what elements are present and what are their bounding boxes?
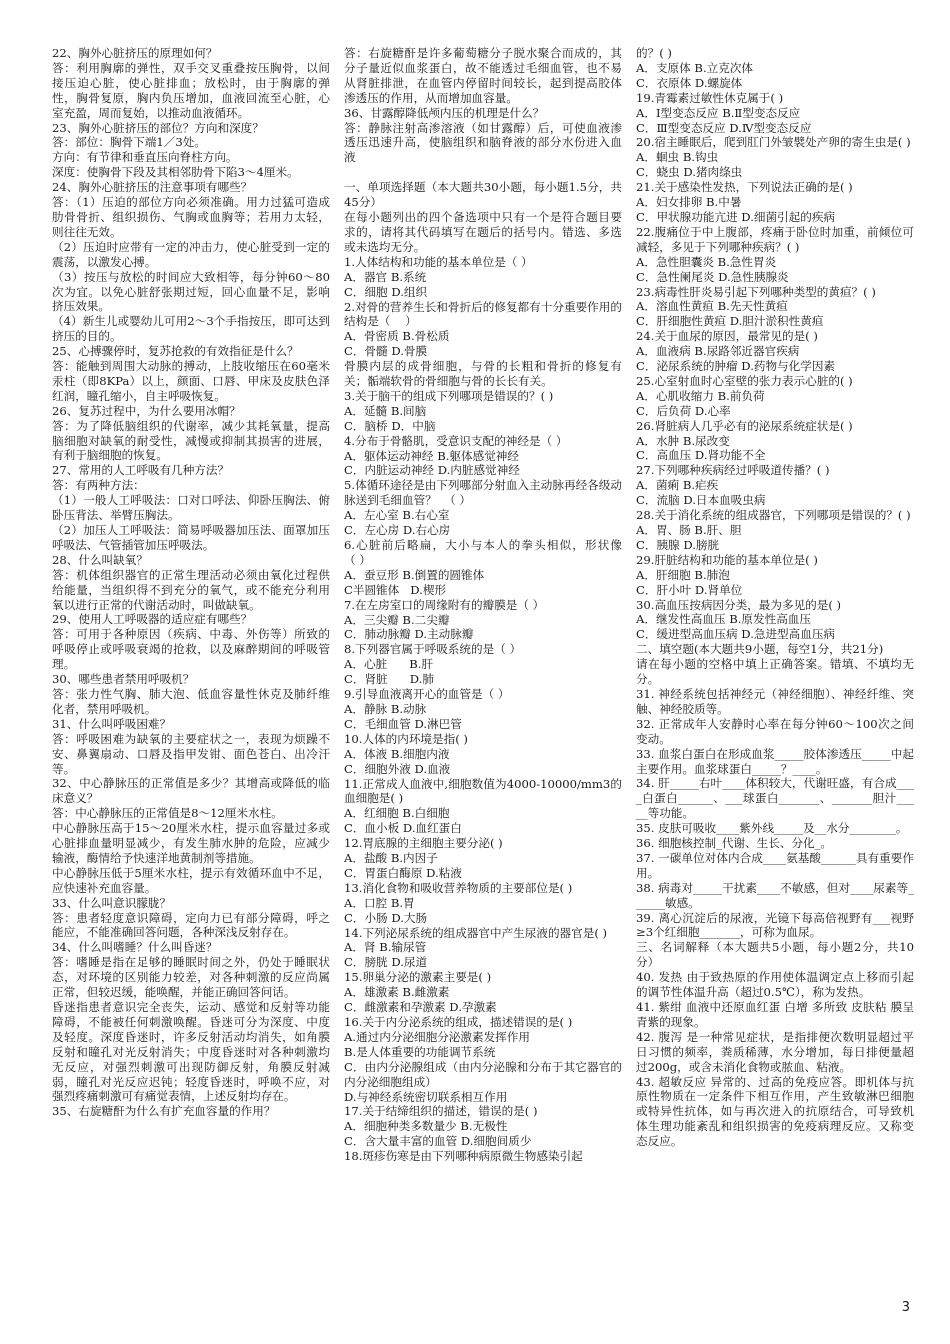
text-line: C．骨髓 D.骨膜 xyxy=(344,344,428,359)
text-line: 答：（1）压迫的部位方向必须准确。用力过猛可造成肋骨骨折、组织损伤、气胸或血胸等；若用力太轻，则往往无效。 xyxy=(52,195,330,239)
text-line: C．脑桥 D．中脑 xyxy=(344,418,436,433)
text-line: 中心静脉压高于15～20厘米水柱，提示血容量过多或心脏排血量明显减少，有发生肺水肿的危险，应减少输液，酶情给予快速洋地黄制剂等措施。 xyxy=(52,821,330,865)
text-line: 25、心搏骤停时，复苏抢救的有效指征是什么？ xyxy=(52,344,299,359)
text-line: （1）一般人工呼吸法：口对口呼法、仰卧压胸法、俯卧压背法、举臂压胸法。 xyxy=(52,493,330,523)
text-line: 骨膜内层的成骨细胞，与骨的长粗和骨折的修复有关；骺端软骨的骨细胞与骨的长长有关。 xyxy=(344,359,622,389)
text-line: D.与神经系统密切联系相互作用 xyxy=(344,1089,508,1104)
text-line: C．高血压 D.肾功能不全 xyxy=(636,448,766,463)
text-line: 30、哪些患者禁用呼吸机？ xyxy=(52,672,195,687)
text-line: C．膀胱 D.尿道 xyxy=(344,955,428,970)
text-line: A．雄激素 B.雌激素 xyxy=(344,985,450,1000)
text-line: 答：为了降低脑组织的代谢率，减少其耗氧量，提高脑细胞对缺氧的耐受性，减慢或抑制其损害的进展，有利于脑细胞的恢复。 xyxy=(52,418,330,463)
text-line: C．肾脏 D.肺 xyxy=(344,672,434,687)
text-line: A．水肿 B.尿改变 xyxy=(636,433,730,448)
text-line: 答：机体组织器官的正常生理活动必须由氧化过程供给能量，当组织得不到充分的氧气，或不能充分利用氧以进行正常的代谢活动时，叫做缺氧。 xyxy=(52,567,330,612)
text-line: B.是人体重要的功能调节系统 xyxy=(344,1044,496,1059)
text-line: 深度：使胸骨下段及其相邻肋骨下陷3～4厘米。 xyxy=(52,165,299,180)
text-line: 29.肝脏结构和功能的基本单位是( ) xyxy=(636,552,818,567)
text-line: 20.宿主睡眠后，爬到肛门外皱襞处产卵的寄生虫是( ) xyxy=(636,135,911,150)
text-line: 21.关于感染性发热，下列说法正确的是( ) xyxy=(636,180,853,195)
text-line: 方向：有节律和垂直压向脊柱方向。 xyxy=(52,150,238,165)
document-page xyxy=(52,46,914,1306)
text-line: A．体液 B.细胞内液 xyxy=(344,746,450,761)
text-line: 22.腹痛位于中上腹部，疼痛于卧位时加重，前倾位可减轻，多见于下列哪种疾病？( ) xyxy=(636,224,914,254)
text-line: 6.心脏前后略扁，大小与本人的拳头相似，形状像 （ ） xyxy=(344,538,622,567)
text-line: A．继发性高血压 B.原发性高血压 xyxy=(636,612,811,627)
text-line: 11.正常成人血液中,细胞数值为4000-10000/mm3的血细胞是( ) xyxy=(344,776,622,806)
text-line: 答：张力性气胸、肺大泡、低血容量性休克及肺纤维化者，禁用呼吸机。 xyxy=(52,686,330,716)
text-line: 22、胸外心脏挤压的原理如何？ xyxy=(52,46,218,60)
text-line: 15.卵巢分泌的激素主要是( ) xyxy=(344,970,492,985)
text-line: 27、常用的人工呼吸有几种方法？ xyxy=(52,463,230,478)
text-line: C．内脏运动神经 D.内脏感觉神经 xyxy=(344,463,520,478)
text-line: C．肝小叶 D.肾单位 xyxy=(636,582,743,597)
text-line: （2）压迫时应带有一定的冲击力，使心脏受到一定的震荡，以激发心搏。 xyxy=(52,239,330,269)
text-line: （2）加压人工呼吸法：简易呼吸器加压法、面罩加压呼吸法、气管插管加压呼吸法。 xyxy=(52,523,330,552)
text-line: A．蚕豆形 B.倒置的圆锥体 xyxy=(344,567,485,582)
text-line: 32. 正常成年人安静时心率在每分钟60～100次之间变动。 xyxy=(636,716,914,746)
text-line: A．溶血性黄疸 B.先天性黄疸 xyxy=(636,299,788,314)
text-line: A．妇女排卵 B.中暑 xyxy=(636,195,742,210)
text-line: 19.青霉素过敏性休克属于( ) xyxy=(636,90,784,105)
text-line: 7.在左房室口的周缘附有的瓣膜是（ ） xyxy=(344,597,545,612)
text-line: 三、名词解释（本大题共5小题，每小题2分，共10分） xyxy=(636,940,914,970)
text-line: 答：可用于各种原因（疾病、中毒、外伤等）所致的呼吸停止或呼吸衰竭的抢救，以及麻醉期间的呼吸管理。 xyxy=(52,627,330,672)
text-line: A．肝细胞 B.肺泡 xyxy=(636,567,730,582)
text-line: C．含大量丰富的血管 D.细胞间质少 xyxy=(344,1134,532,1149)
text-line: 36、甘露醇降低颅内压的机理是什么？ xyxy=(344,105,545,120)
text-line: A．心肌收缩力 B.前负荷 xyxy=(636,388,765,403)
text-line: C半圆锥体 D.楔形 xyxy=(344,582,447,597)
text-line: 24、胸外心脏挤压的注意事项有哪些？ xyxy=(52,180,253,195)
text-line: 9.引导血液离开心的血管是（ ） xyxy=(344,687,510,702)
text-line: C．毛细血管 D.淋巴管 xyxy=(344,716,462,731)
text-line: A.通过内分泌细胞分泌激素发挥作用 xyxy=(344,1029,530,1044)
text-line: 答：能触到周围大动脉的搏动，上肢收缩压在60毫米汞柱（即8KPa）以上，颜面、口唇、甲床及皮肤色泽红润，瞳孔缩小，自主呼吸恢复。 xyxy=(52,359,330,403)
text-line: 30.高血压按病因分类，最为多见的是( ) xyxy=(636,597,842,612)
text-line: 34. 肝_____右叶____体积较大，代谢旺盛，有合成____白蛋白______、___球蛋白_______、_______胆汁_____等功能。 xyxy=(636,776,914,821)
text-line: C．小肠 D.大肠 xyxy=(344,910,428,925)
text-line: C．Ⅲ型变态反应 D.Ⅳ型变态反应 xyxy=(636,120,812,135)
text-line: 23、胸外心脏挤压的部位？方向和深度？ xyxy=(52,120,264,135)
text-line: 36. 细胞核控制_代谢、生长、分化_。 xyxy=(636,836,833,851)
text-line: C．甲状腺功能亢进 D.细菌引起的疾病 xyxy=(636,209,836,224)
text-line: C．急性阑尾炎 D.急性胰腺炎 xyxy=(636,269,789,284)
text-line: 14.下列泌尿系统的组成器官中产生尿液的器官是( ) xyxy=(344,925,608,940)
text-line: 中心静脉压低于5厘米水柱，提示有效循环血中不足，应快速补充血容量。 xyxy=(52,865,330,895)
text-line: A．细胞种类多数量少 B.无极性 xyxy=(344,1119,508,1134)
text-line: 答：右旋糖酐是许多葡萄糖分子脱水聚合而成的，其分子量近似血浆蛋白，故不能透过毛细血管，也不易从肾脏排泄，在血管内停留时间较长，起到提高胶体渗透压的作用，从而增加血容量。 xyxy=(344,46,622,105)
text-line: A．躯体运动神经 B.躯体感觉神经 xyxy=(344,448,519,463)
text-line: 答：患者轻度意识障碍，定向力已有部分障碍，呼之能应，不能准确回答问题，各种深浅反射存在。 xyxy=(52,910,330,940)
text-line: 26、复苏过程中，为什么要用冰帽？ xyxy=(52,403,241,418)
text-line: 31. 神经系统包括神经元（神经细胞）、神经纤维、突触、神经胶质等。 xyxy=(636,686,914,716)
text-line: A．红细胞 B.白细胞 xyxy=(344,806,450,821)
text-line: 答：利用胸廓的弹性，双手交叉重叠按压胸骨，以间接压迫心脏，使心脏排血；放松时，由于胸廓的弹性，胸骨复原，胸内负压增加，血液回流至心脏，心室充盈，周而复始，以推动血液循环。 xyxy=(52,60,330,120)
text-line: 3.关于脑干的组成下列哪项是错误的？( ) xyxy=(344,388,554,403)
text-line: 27.下列哪种疾病经过呼吸道传播？( ) xyxy=(636,463,830,478)
text-line: C．肝细胞性黄疸 D.胆汁淤积性黄疸 xyxy=(636,314,824,329)
text-line: 23.病毒性肝炎易引起下列哪种类型的黄疸？( ) xyxy=(636,284,876,299)
text-line: 18.斑疹伤寒是由下列哪种病原微生物感染引起 xyxy=(344,1149,583,1164)
text-line: 10.人体的内环境是指( ) xyxy=(344,731,468,746)
text-line: 33. 血浆白蛋白在形成血浆_____胶体渗透压_____中起主要作用。血浆球蛋白_____？____。 xyxy=(636,746,914,776)
text-line: 31、什么叫呼吸困难？ xyxy=(52,716,172,731)
text-line: 24.关于血尿的原因，最常见的是( ) xyxy=(636,329,818,344)
text-line: A．静脉 B.动脉 xyxy=(344,701,427,716)
text-line: 昏迷指患者意识完全丧失，运动、感觉和反射等功能障碍，不能被任何刺激唤醒。昏迷可分为深度、中度及轻度。深度昏迷时，许多反射活动均消失，如角膜反射和瞳孔对光反射消失；中度昏迷时对各种刺激均无反应，对强烈刺激可出现防御反射，角膜反射减弱，瞳孔对光反应迟钝；轻度昏迷时，呼唤不应，对强烈疼痛刺激可有痛觉表情，上述反射均存在。 xyxy=(52,1000,330,1104)
text-line: A．蛔虫 B.钩虫 xyxy=(636,150,719,165)
text-line: C．血小板 D.血红蛋白 xyxy=(344,821,462,836)
text-line: 答：中心静脉压的正常值是8～12厘米水柱。 xyxy=(52,806,283,821)
text-line: C．由内分泌腺组成（由内分泌腺和分布于其它器官的内分泌细胞组成） xyxy=(344,1059,622,1089)
text-line: 答：呼吸困难为缺氧的主要症状之一，表现为烦躁不安、鼻翼扇动、口唇及指甲发钳、面色苍白、出冷汗等。 xyxy=(52,731,330,776)
text-line: 12.胃底腺的主细胞主要分泌( ) xyxy=(344,836,503,851)
text-line: A．延髓 B.间脑 xyxy=(344,403,427,418)
text-line: C．细胞外液 D.血液 xyxy=(344,761,451,776)
text-line: 8.下列器官属于呼吸系统的是（ ） xyxy=(344,642,522,657)
text-line: A．肾 B.输尿管 xyxy=(344,940,427,955)
text-line: 4.分布于骨骼肌，受意识支配的神经是（ ） xyxy=(344,433,568,448)
text-line: A．胃、肠 B.肝、胆 xyxy=(636,523,742,537)
text-line: 2.对骨的营养生长和骨折后的修复都有十分重要作用的结构是（ ） xyxy=(344,299,622,329)
text-line: A．左心室 B.右心室 xyxy=(344,508,450,523)
text-line: A．血液病 B.尿路邻近器官疾病 xyxy=(636,344,800,359)
text-line: A．骨密质 B.骨松质 xyxy=(344,329,450,344)
text-line xyxy=(344,165,622,180)
page-number: 3 xyxy=(901,1300,910,1315)
text-line: A．三尖瓣 B.二尖瓣 xyxy=(344,612,450,627)
text-line: 32、中心静脉压的正常值是多少？其增高或降低的临床意义？ xyxy=(52,776,330,806)
text-line: 答：部位：胸骨下端1／3处。 xyxy=(52,135,206,150)
text-line: C．蛲虫 D.猪肉绦虫 xyxy=(636,165,743,180)
text-line: 在每小题列出的四个备选项中只有一个是符合题目要求的，请将其代码填写在题后的括号内。错选、多选或未选均无分。 xyxy=(344,210,622,254)
text-line: （4）新生儿或婴幼儿可用2～3个手指按压，即可达到挤压的目的。 xyxy=(52,314,330,344)
text-line: A．菌痢 B.疟疾 xyxy=(636,478,719,493)
text-line: 40. 发热 由于致热原的作用使体温调定点上移而引起的调节性体温升高（超过0.5℃），称为发热。 xyxy=(636,970,914,1000)
text-line: 二、填空题(本大题共9小题，每空1分，共21分) xyxy=(636,642,884,657)
text-line: C．细胞 D.组织 xyxy=(344,284,428,299)
text-line: 28.关于消化系统的组成器官，下列哪项是错误的？( ) xyxy=(636,508,911,523)
text-line: A．支原体 B.立克次体 xyxy=(636,60,754,75)
text-line: 的？( ) xyxy=(636,46,672,60)
column-left xyxy=(52,46,330,1306)
text-line: 1.人体结构和功能的基本单位是（ ） xyxy=(344,254,533,269)
text-line: C．后负荷 D.心率 xyxy=(636,403,731,418)
text-line: 42. 腹泻 是一种常见症状，是指排便次数明显超过平日习惯的频率，粪质稀薄，水分增加，每日排便量超过200g，或含未消化食物或脓血、粘液。 xyxy=(636,1029,914,1074)
text-line: A．盐酸 B.内因子 xyxy=(344,851,438,866)
text-line: 28、什么叫缺氧？ xyxy=(52,552,148,567)
text-line: 5.体循环途径是由下列哪部分射血入主动脉再经各级动脉送到毛细血管？ （ ） xyxy=(344,478,622,508)
text-line: 答：有两种方法： xyxy=(52,478,145,493)
text-line: C．衣原体 D.螺旋体 xyxy=(636,75,743,90)
text-line: 33、什么叫意识朦胧？ xyxy=(52,895,172,910)
text-line: 38. 病毒对_____干扰素____不敏感，但对____尿素等______敏感。 xyxy=(636,880,914,910)
text-line: C．流脑 D.日本血吸虫病 xyxy=(636,493,766,508)
column-right xyxy=(636,46,914,1306)
text-line: （3）按压与放松的时间应大致相等，每分钟60～80次为宜。以免心脏舒张期过短，回心血量不足，影响挤压效果。 xyxy=(52,269,330,314)
text-line: 35、右旋糖酐为什么有扩充血容量的作用？ xyxy=(52,1104,276,1119)
text-line: 34、什么叫嗜睡？什么叫昏迷？ xyxy=(52,940,218,955)
text-line: 13.消化食物和吸收营养物质的主要部位是( ) xyxy=(344,880,573,895)
text-line: C．左心房 D.右心房 xyxy=(344,523,451,538)
text-line: C．肺动脉瓣 D.主动脉瓣 xyxy=(344,627,474,642)
text-line: A．心脏 B.肝 xyxy=(344,657,434,672)
text-line: C．胰腺 D.膀胱 xyxy=(636,537,720,552)
column-middle xyxy=(344,46,622,1306)
text-line: 29、使用人工呼吸器的适应症有哪些？ xyxy=(52,612,253,627)
text-line: 35. 皮肤可吸收____紫外线_____及__水分________。 xyxy=(636,821,908,836)
text-line: A．急性胆囊炎 B.急性胃炎 xyxy=(636,254,777,269)
text-line: 43. 超敏反应 异常的、过高的免疫应答。即机体与抗原性物质在一定条件下相互作用，产生致敏淋巴细胞或特异性抗体，如与再次进入的抗原结合，可导致机体生理功能紊乱和组织损害的免疫病理反应。又称变态反应。 xyxy=(636,1074,914,1149)
text-line: 答：嗜睡是指在足够的睡眠时间之外，仍处于睡眠状态，对环境的区别能力较差，对各种刺激的反应尚属正常，但较迟缓，能唤醒，并能正确回答问话。 xyxy=(52,955,330,1000)
text-line: C．泌尿系统的肿瘤 D.药物与化学因素 xyxy=(636,359,836,374)
text-line: C．胃蛋白酶原 D.粘液 xyxy=(344,865,462,880)
text-line: 请在每小题的空格中填上正确答案。错填、不填均无分。 xyxy=(636,657,914,687)
text-line: 37. 一碳单位对体内合成____氨基酸______具有重要作用。 xyxy=(636,850,914,880)
text-line: 16.关于内分泌系统的组成，描述错误的是( ) xyxy=(344,1015,573,1029)
text-line: 39. 离心沉淀后的尿液，光镜下每高倍视野有___视野≥3个红细胞_______，可称为血尿。 xyxy=(636,910,914,940)
text-line: A．器官 B.系统 xyxy=(344,269,427,284)
text-line: 一、单项选择题（本大题共30小题，每小题1.5分，共45分） xyxy=(344,180,622,210)
text-line: 25.心室射血时心室壁的张力表示心脏的( ) xyxy=(636,373,853,388)
text-line: 26.肾脏病人几乎必有的泌尿系统症状是( ) xyxy=(636,418,853,433)
text-line: A．口腔 B.胃 xyxy=(344,895,415,910)
text-line: C．缓进型高血压病 D.急进型高血压病 xyxy=(636,627,836,642)
text-line: 17.关于结缔组织的描述，错误的是( ) xyxy=(344,1104,538,1119)
text-line: C．雌激素和孕激素 D.孕激素 xyxy=(344,1000,497,1015)
text-line: 答：静脉注射高渗溶液（如甘露醇）后，可使血液渗透压迅速升高，使脑组织和脑脊液的部分水份进入血液 xyxy=(344,120,622,165)
text-line: 41. 紫绀 血液中还原血红蛋 白增 多所致 皮肤粘 膜呈青紫的现象。 xyxy=(636,1000,914,1029)
text-line: A．Ⅰ型变态反应 B.Ⅱ型变态反应 xyxy=(636,105,801,120)
